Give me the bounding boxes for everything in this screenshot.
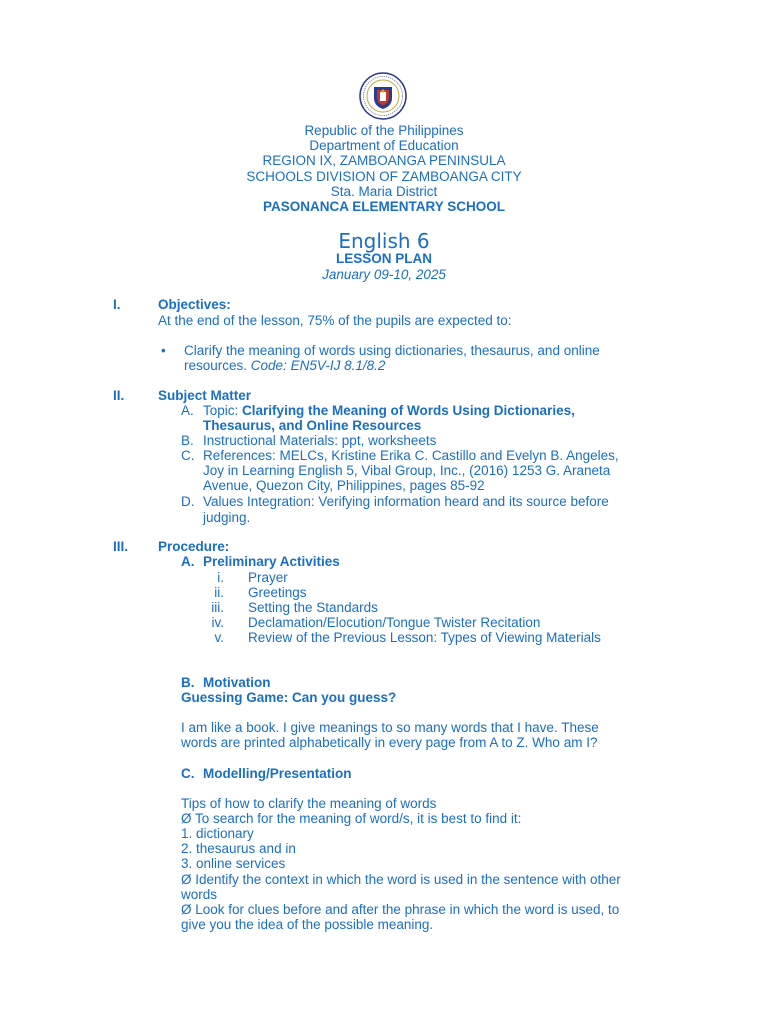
procedure-label-c: C. (181, 766, 195, 781)
school-header (0, 123, 768, 214)
subject-title: English 6 (338, 229, 430, 253)
objective-item-line1: Clarify the meaning of words using dictionaries, thesaurus, and online (184, 343, 600, 358)
header-department: Department of Education (309, 138, 459, 154)
objective-code: Code: EN5V-IJ 8.1/8.2 (250, 358, 386, 373)
objective-item-line2 (184, 358, 385, 373)
prelim-item: Review of the Previous Lesson: Types of Viewing Materials (248, 630, 601, 645)
header-republic: Republic of the Philippines (304, 123, 464, 138)
procedure-label-a: A. (181, 554, 195, 569)
tips-line: 1. dictionary (181, 826, 254, 841)
section-number-procedure: III. (113, 539, 129, 554)
tips-line: give you the idea of the possible meaning. (181, 917, 434, 932)
tips-line: Ø To search for the meaning of word/s, it is best to find it: (181, 811, 522, 826)
subject-item-label-d: D. (181, 494, 195, 509)
tips-line: 3. online services (181, 856, 286, 871)
references-line1: References: MELCs, Kristine Erika C. Castillo and Evelyn B. Angeles, (203, 448, 619, 463)
prelim-number: v. (214, 630, 224, 645)
tips-line: Ø Identify the context in which the word is used in the sentence with other (181, 872, 621, 887)
section-heading-objectives: Objectives: (158, 297, 231, 312)
topic-title-line1: Clarifying the Meaning of Words Using Dictionaries, (242, 403, 575, 418)
prelim-item: Declamation/Elocution/Tongue Twister Recitation (248, 615, 541, 630)
bullet-icon: • (161, 343, 166, 358)
header-school-name: PASONANCA ELEMENTARY SCHOOL (262, 199, 505, 215)
instructional-materials: Instructional Materials: ppt, worksheets (203, 433, 437, 448)
topic-prefix: Topic: (203, 403, 239, 418)
section-heading-subject-matter: Subject Matter (158, 388, 252, 403)
header-district: Sta. Maria District (330, 183, 438, 199)
section-number-objectives: I. (113, 297, 121, 312)
riddle-line1: I am like a book. I give meanings to so many words that I have. These (181, 720, 599, 735)
tips-line: 2. thesaurus and in (181, 841, 296, 856)
lesson-date: January 09-10, 2025 (322, 267, 446, 282)
deped-seal-logo (355, 71, 411, 121)
preliminary-activities-heading: Preliminary Activities (203, 554, 340, 569)
prelim-item: Greetings (248, 585, 307, 600)
values-integration-line1: Values Integration: Verifying information heard and its source before (203, 494, 609, 509)
document-type: LESSON PLAN (335, 251, 432, 266)
references-line3: Avenue, Quezon City, Philippines, pages 85-92 (203, 478, 485, 493)
prelim-number: iii. (211, 600, 224, 615)
guessing-game-title: Guessing Game: Can you guess? (181, 690, 397, 705)
references-line2: Joy in Learning English 5, Vibal Group, Inc., (2016) 1253 G. Araneta (203, 463, 611, 478)
header-region: REGION IX, ZAMBOANGA PENINSULA (262, 153, 506, 169)
tips-line: words (181, 887, 218, 902)
subject-topic-line1 (203, 403, 575, 418)
topic-title-line2: Thesaurus, and Online Resources (203, 418, 422, 433)
prelim-item: Prayer (248, 570, 288, 585)
subject-item-label-c: C. (181, 448, 195, 463)
tips-line: Tips of how to clarify the meaning of words (181, 796, 437, 811)
prelim-number: i. (217, 570, 224, 585)
section-number-subject-matter: II. (113, 388, 125, 403)
motivation-heading: Motivation (203, 675, 271, 690)
prelim-number: iv. (211, 615, 224, 630)
section-heading-procedure: Procedure: (158, 539, 230, 554)
subject-item-label-b: B. (181, 433, 194, 448)
objectives-intro: At the end of the lesson, 75% of the pupils are expected to: (158, 313, 512, 328)
values-integration-line2: judging. (203, 510, 251, 525)
tips-line: Ø Look for clues before and after the phrase in which the word is used, to (181, 902, 620, 917)
objective-item-resources: resources. (184, 358, 248, 373)
prelim-number: ii. (214, 585, 224, 600)
riddle-line2: words are printed alphabetically in every page from A to Z. Who am I? (181, 735, 598, 750)
modelling-heading: Modelling/Presentation (203, 766, 352, 781)
subject-item-label-a: A. (181, 403, 194, 418)
header-division: SCHOOLS DIVISION OF ZAMBOANGA CITY (246, 168, 522, 184)
procedure-label-b: B. (181, 675, 195, 690)
prelim-item: Setting the Standards (248, 600, 378, 615)
